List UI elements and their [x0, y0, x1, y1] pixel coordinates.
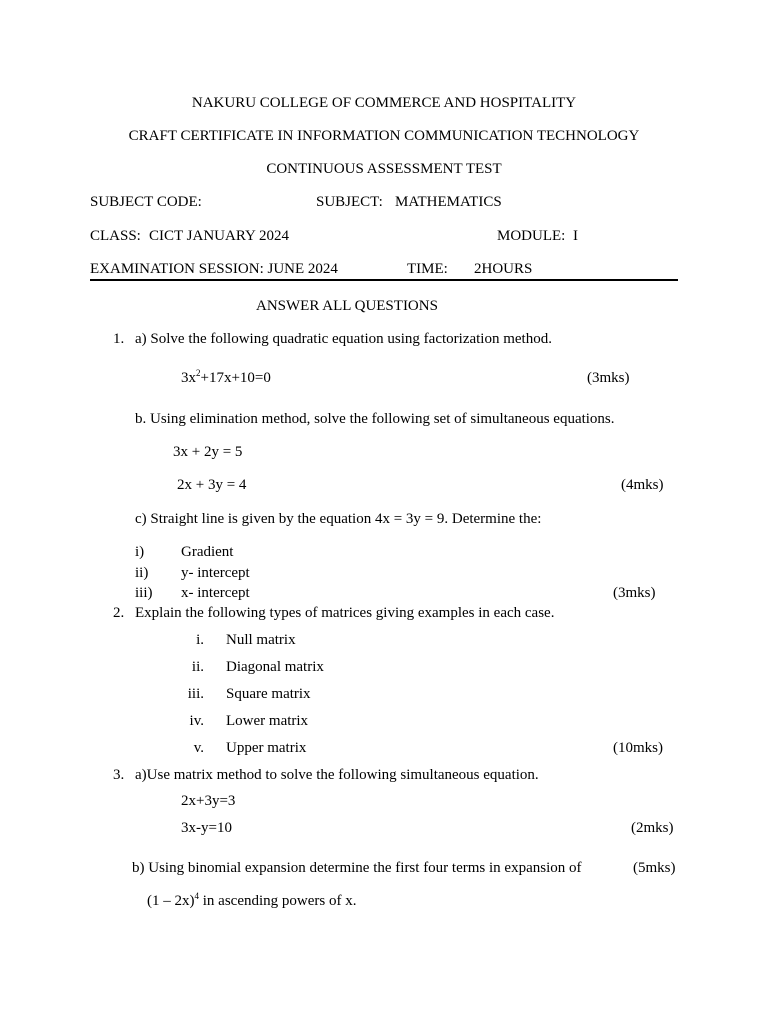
q2-number: 2. [113, 605, 125, 621]
q2-marks: (10mks) [613, 740, 663, 756]
subject-value: MATHEMATICS [395, 194, 502, 210]
q2-item-num: iii. [187, 686, 204, 702]
q2-item-num: iv. [189, 713, 204, 729]
q1c-text: c) Straight line is given by the equation 4x = 3y = 9. Determine the: [135, 511, 542, 527]
q3a-equation-1: 2x+3y=3 [181, 793, 236, 809]
q2-item-num: i. [196, 632, 204, 648]
header-divider [90, 279, 678, 281]
q1-number: 1. [113, 331, 125, 347]
subject-code-label: SUBJECT CODE: [90, 194, 202, 210]
q1a-equation: $3x^2+17x+10=0$ [181, 368, 271, 386]
college-name: NAKURU COLLEGE OF COMMERCE AND HOSPITALITY [191, 95, 577, 111]
time-label: TIME: [407, 261, 448, 277]
q2-text: Explain the following types of matrices giving examples in each case. [135, 605, 555, 621]
q2-item-text: Square matrix [226, 686, 311, 702]
q3a-equation-2: 3x-y=10 [181, 820, 232, 836]
q1a-marks: (3mks) [587, 370, 630, 386]
time-value: 2HOURS [474, 261, 533, 277]
q1c-marks: (3mks) [613, 585, 656, 601]
q3b-expression: (1 – 2x)$^4$ in ascending powers of x. [147, 891, 357, 909]
q2-item-text: Upper matrix [226, 740, 307, 756]
instruction: ANSWER ALL QUESTIONS [256, 298, 438, 314]
q3a-text: a)Use matrix method to solve the following simultaneous equation. [135, 767, 539, 783]
q1c-item-text: x- intercept [181, 585, 250, 601]
q1a-text: a) Solve the following quadratic equation using factorization method. [135, 331, 552, 347]
q2-item-text: Lower matrix [226, 713, 309, 729]
q1c-item-num: i) [135, 544, 145, 560]
exam-session: EXAMINATION SESSION: JUNE 2024 [90, 261, 338, 277]
q1c-item-num: iii) [135, 585, 153, 601]
q2-item-text: Null matrix [226, 632, 296, 648]
q3b-marks: (5mks) [633, 860, 676, 876]
course-title: CRAFT CERTIFICATE IN INFORMATION COMMUNICATION TECHNOLOGY [128, 128, 640, 144]
q1c-item-text: Gradient [181, 544, 234, 560]
q1c-item-num: ii) [135, 565, 149, 581]
q3a-marks: (2mks) [631, 820, 674, 836]
q1b-marks: (4mks) [621, 477, 664, 493]
class-value: CICT JANUARY 2024 [149, 228, 290, 244]
q1b-equation-1: 3x + 2y = 5 [173, 444, 243, 460]
q3-number: 3. [113, 767, 125, 783]
q1c-item-text: y- intercept [181, 565, 250, 581]
module-label: MODULE: [497, 228, 566, 244]
q1b-text: b. Using elimination method, solve the following set of simultaneous equations. [135, 411, 615, 427]
q3b-text: b) Using binomial expansion determine the first four terms in expansion of [132, 860, 582, 876]
test-title: CONTINUOUS ASSESSMENT TEST [266, 161, 502, 177]
subject-label: SUBJECT: [316, 194, 383, 210]
q1b-equation-2: 2x + 3y = 4 [177, 477, 247, 493]
module-value: I [573, 228, 578, 244]
q2-item-text: Diagonal matrix [226, 659, 324, 675]
q2-item-num: v. [193, 740, 204, 756]
q2-item-num: ii. [191, 659, 204, 675]
class-label: CLASS: [90, 228, 141, 244]
